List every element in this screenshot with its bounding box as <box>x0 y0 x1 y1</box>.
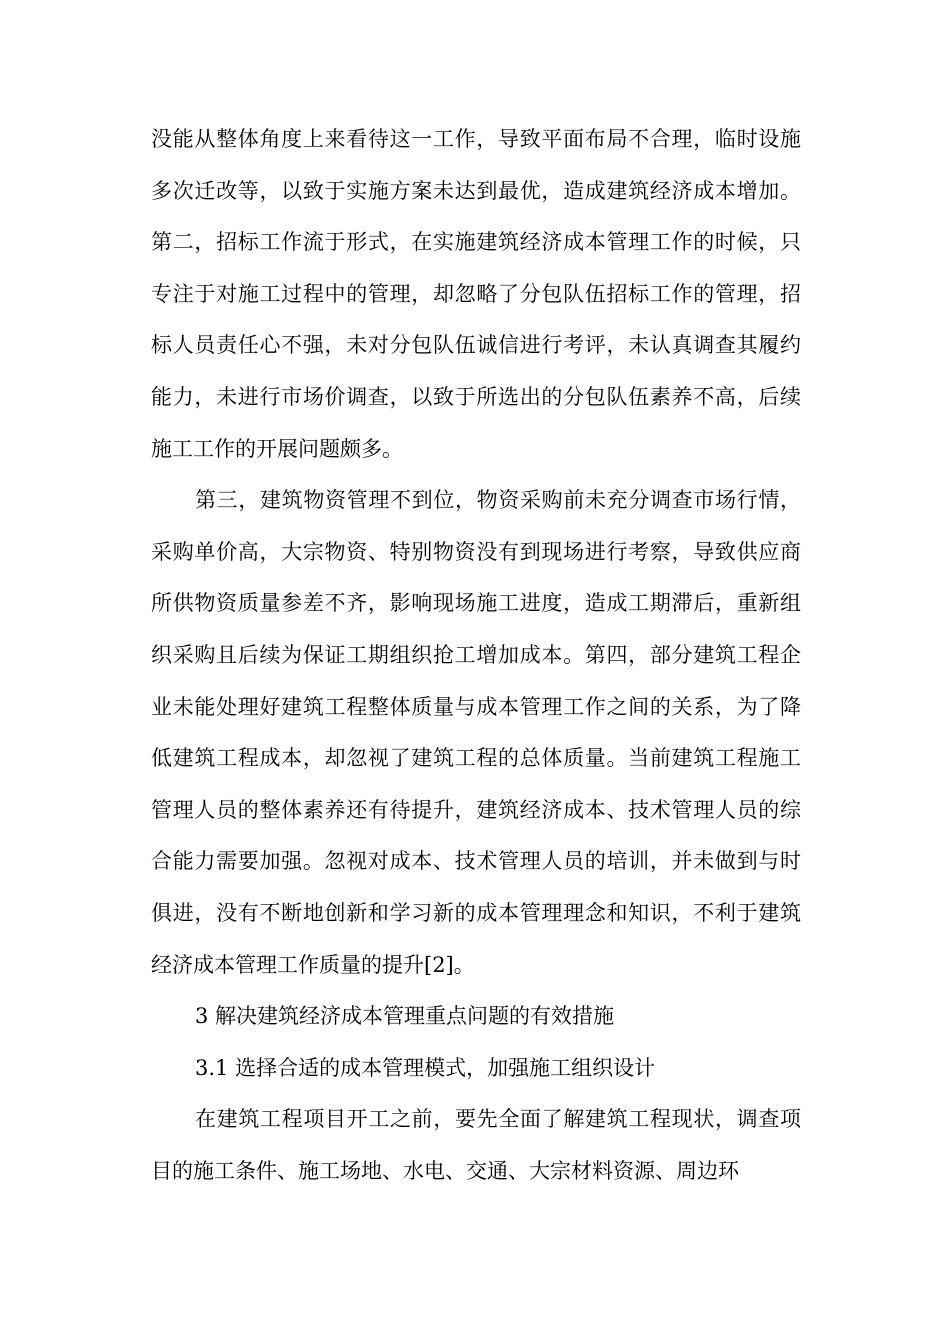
paragraph-third-point: 第三，建筑物资管理不到位，物资采购前未充分调查市场行情，采购单价高，大宗物资、特别物资没有到现场进行考察，导致供应商所供物资质量参差不齐，影响现场施工进度，造成工期滞后，重新组织采购且后续为保证工期组织抢工增加成本。第四，部分建筑工程企业未能处理好建筑工程整体质量与成本管理工作之间的关系，为了降低建筑工程成本，却忽视了建筑工程的总体质量。当前建筑工程施工管理人员的整体素养还有待提升，建筑经济成本、技术管理人员的综合能力需要加强。忽视对成本、技术管理人员的培训，并未做到与时俱进，没有不断地创新和学习新的成本管理理念和知识，不利于建筑经济成本管理工作质量的提升[2]。 <box>151 488 801 977</box>
section-heading: 3 解决建筑经济成本管理重点问题的有效措施 <box>195 1004 615 1029</box>
paragraph-before-construction: 在建筑工程项目开工之前，要先全面了解建筑工程现状，调查项目的施工条件、施工场地、水电、交通、大宗材料资源、周边环 <box>151 1107 801 1183</box>
document-body <box>151 114 801 1197</box>
paragraph-continuation: 没能从整体角度上来看待这一工作，导致平面布局不合理，临时设施多次迁改等，以致于实施方案未达到最优，造成建筑经济成本增加。第二，招标工作流于形式，在实施建筑经济成本管理工作的时候，只专注于对施工过程中的管理，却忽略了分包队伍招标工作的管理，招标人员责任心不强，未对分包队伍诚信进行考评，未认真调查其履约能力，未进行市场价调查，以致于所选出的分包队伍素养不高，后续施工工作的开展问题颇多。 <box>151 127 801 461</box>
subsection-heading: 3.1 选择合适的成本管理模式，加强施工组织设计 <box>195 1055 656 1080</box>
